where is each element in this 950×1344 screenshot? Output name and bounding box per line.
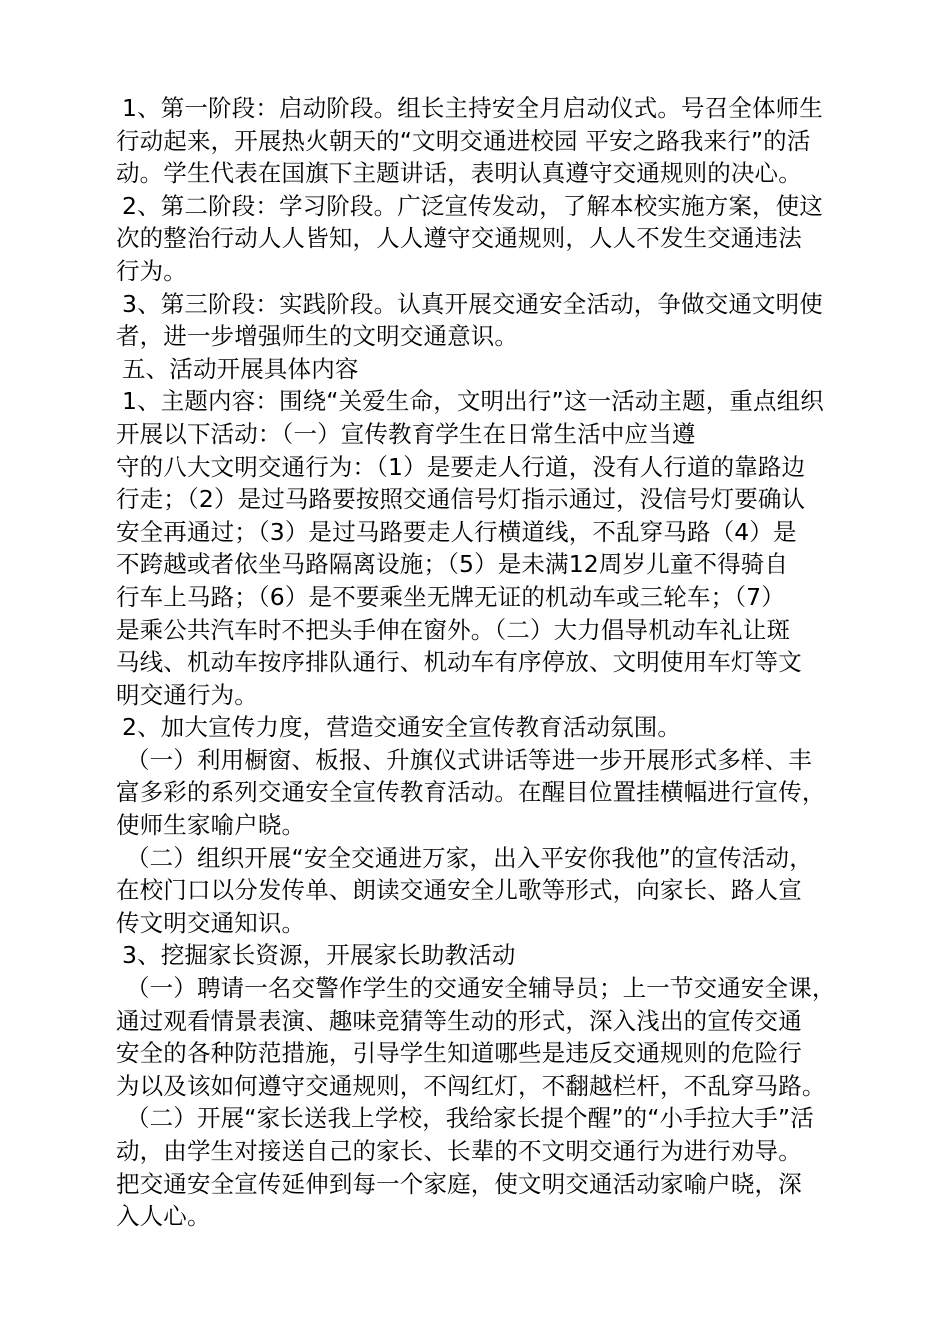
text-line: 2、第二阶段：学习阶段。广泛宣传发动，了解本校实施方案，使这 [122,191,823,220]
text-line: 守的八大文明交通行为：（1）是要走人行道，没有人行道的靠路边 [116,452,806,481]
text-line: 把交通安全宣传延伸到每一个家庭，使文明交通活动家喻户晓，深 [116,1169,802,1198]
text-line: 安全的各种防范措施，引导学生知道哪些是违反交通规则的危险行 [116,1039,802,1068]
text-line: （一）聘请一名交警作学生的交通安全辅导员；上一节交通安全课， [126,974,836,1003]
text-line: 1、第一阶段：启动阶段。组长主持安全月启动仪式。号召全体师生 [122,94,823,122]
text-line: 传文明交通知识。 [116,908,306,937]
text-line: （二）组织开展“安全交通进万家，出入平安你我他”的宣传活动， [126,843,813,872]
text-line: 行车上马路；（6）是不要乘坐无牌无证的机动车或三轮车；（7） [116,582,785,611]
text-line: 开展以下活动：（一）宣传教育学生在日常生活中应当遵 [116,419,696,448]
text-line: 入人心。 [116,1202,211,1231]
section-heading: 五、活动开展具体内容 [122,354,359,383]
text-line: 通过观看情景表演、趣味竞猜等生动的形式，深入浅出的宣传交通 [116,1006,802,1035]
text-line: 动，由学生对接送自己的家长、长辈的不文明交通行为进行劝导。 [116,1137,802,1165]
text-line: 明交通行为。 [116,680,258,709]
text-line: 1、主题内容：围绕“关爱生命，文明出行”这一活动主题，重点组织 [122,387,824,416]
text-line: 不跨越或者依坐马路隔离设施；（5）是未满12周岁儿童不得骑自 [116,550,789,579]
text-line: （一）利用橱窗、板报、升旗仪式讲话等进一步开展形式多样、丰 [126,745,812,774]
text-line: 富多彩的系列交通安全宣传教育活动。在醒目位置挂横幅进行宣传， [116,778,826,807]
text-line: （二）开展“家长送我上学校，我给家长提个醒”的“小手拉大手”活 [126,1104,814,1133]
text-line: 安全再通过；（3）是过马路要走人行横道线，不乱穿马路（4）是 [116,517,797,546]
text-line: 在校门口以分发传单、朗读交通安全儿歌等形式，向家长、路人宣 [116,876,802,905]
text-line: 为以及该如何遵守交通规则，不闯红灯，不翻越栏杆，不乱穿马路。 [116,1071,826,1100]
text-line: 次的整治行动人人皆知，人人遵守交通规则，人人不发生交通违法 [116,224,802,253]
document-body [116,92,836,1233]
text-line: 行为。 [116,256,187,285]
text-line: 行走；（2）是过马路要按照交通信号灯指示通过，没信号灯要确认 [116,485,806,514]
text-line: 行动起来，开展热火朝天的“文明交通进校园 平安之路我来行”的活 [116,126,811,155]
text-line: 动。学生代表在国旗下主题讲话，表明认真遵守交通规则的决心。 [116,159,802,188]
text-line: 马线、机动车按序排队通行、机动车有序停放、文明使用车灯等文 [116,648,802,677]
text-line: 3、第三阶段：实践阶段。认真开展交通安全活动，争做交通文明使 [122,289,823,318]
text-line: 2、加大宣传力度，营造交通安全宣传教育活动氛围。 [122,713,682,742]
text-line: 使师生家喻户晓。 [116,811,306,840]
text-line: 者，进一步增强师生的文明交通意识。 [116,322,519,351]
text-line: 是乘公共汽车时不把头手伸在窗外。（二）大力倡导机动车礼让斑 [116,615,791,644]
text-line: 3、挖掘家长资源，开展家长助教活动 [122,941,516,970]
